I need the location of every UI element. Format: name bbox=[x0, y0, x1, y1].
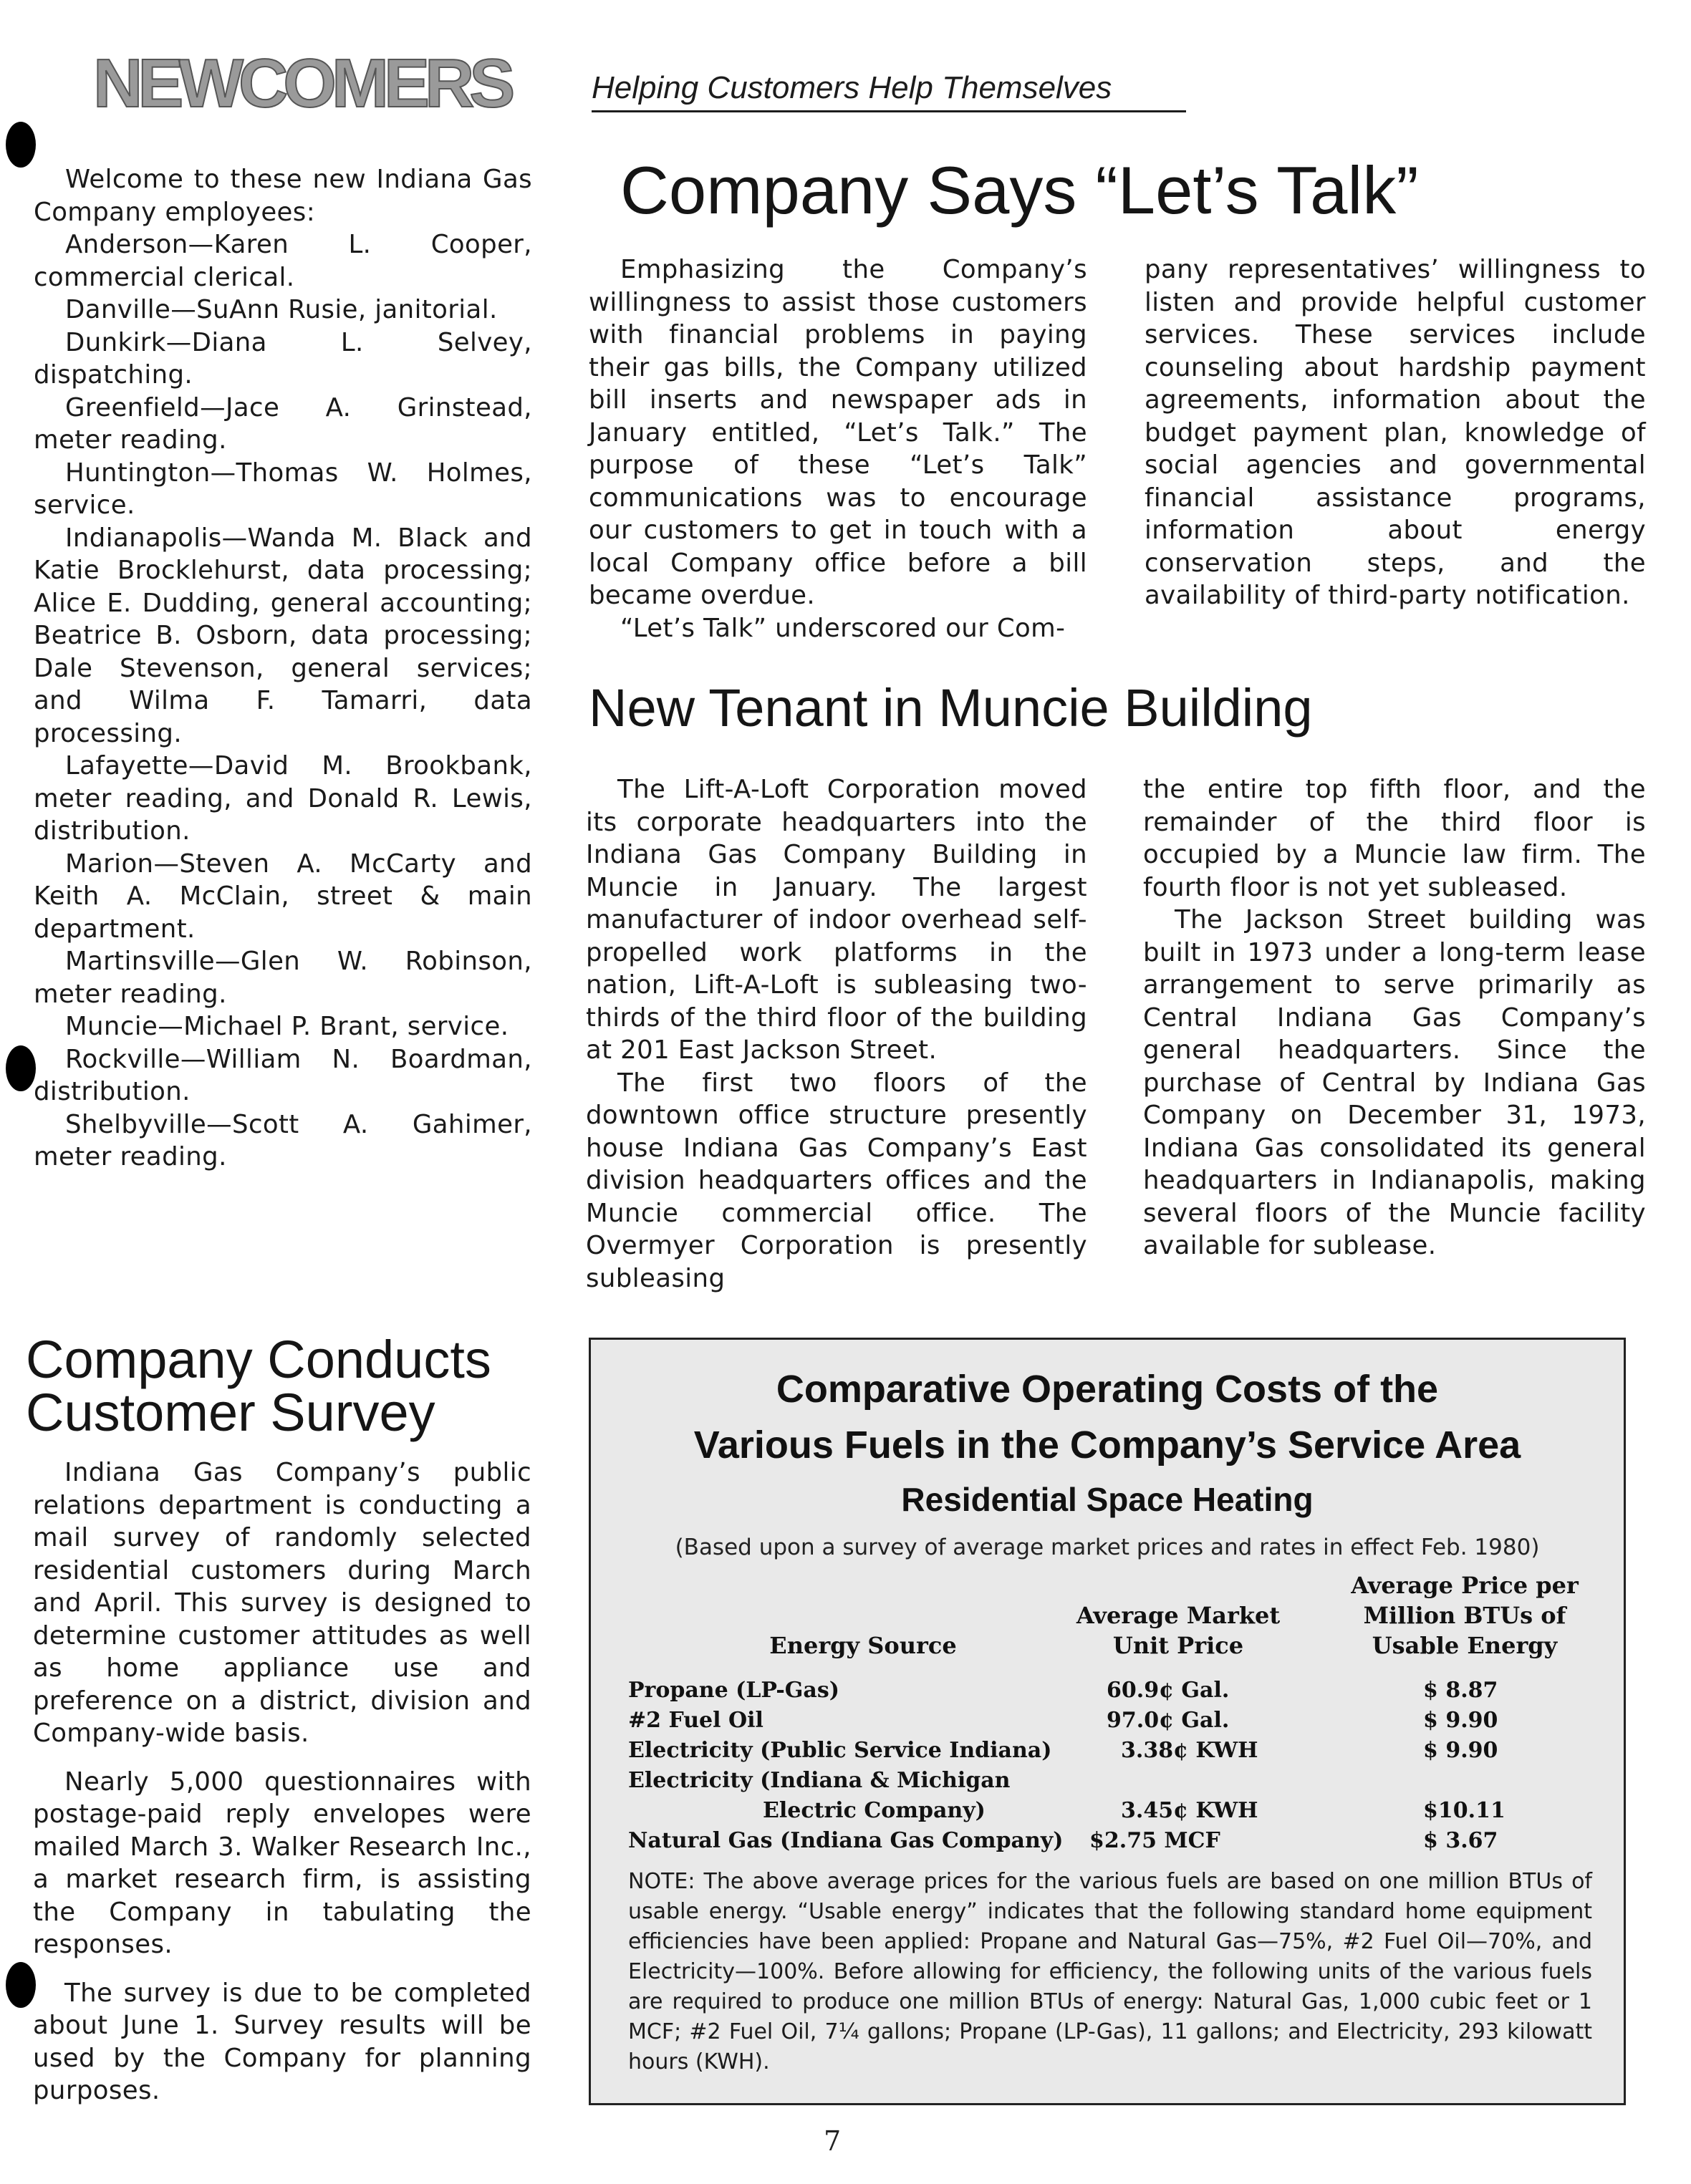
table-row bbox=[628, 1798, 1588, 1828]
list-item: Dunkirk—Diana L. Selvey, dispatching. bbox=[34, 327, 532, 390]
article-paragraph: The first two floors of the downtown office structure presently house Indiana Gas Company’s East division headquarters offices and the Muncie commercial office. The Overmyer Corporation is presently subleasing bbox=[586, 1068, 1087, 1293]
cell-unit-price: 97.0¢ Gal. bbox=[1107, 1708, 1230, 1733]
cell-unit-price: $2.75 MCF bbox=[1089, 1828, 1220, 1853]
cell-source: Electricity (Public Service Indiana) bbox=[628, 1738, 1052, 1763]
list-item: Anderson—Karen L. Cooper, commercial clerical. bbox=[34, 230, 532, 292]
cell-source: Electricity (Indiana & Michigan bbox=[628, 1768, 1011, 1793]
muncie-column-1 bbox=[586, 773, 1087, 1295]
newcomers-intro: Welcome to these new Indiana Gas Company employees: bbox=[34, 165, 532, 227]
article-paragraph: Indiana Gas Company’s public relations department is conducting a mail survey of randomly selected residential customers during March and April. This survey is designed to determine customer attitudes as well as home appliance use and preference on a district, division and Company-wide basis. bbox=[33, 1458, 531, 1748]
list-item: Rockville—William N. Boardman, distribution. bbox=[34, 1044, 532, 1106]
cell-price-per-mbtu: $ 9.90 bbox=[1423, 1708, 1498, 1733]
table-title-line-2: Various Fuels in the Company’s Service Area bbox=[693, 1424, 1521, 1467]
list-item: Greenfield—Jace A. Grinstead, meter reading. bbox=[34, 392, 532, 455]
binder-hole bbox=[6, 122, 36, 168]
cell-price-per-mbtu: $ 8.87 bbox=[1423, 1678, 1498, 1703]
article-paragraph: pany representatives’ willingness to listen and provide helpful customer services. These services include counseling about hardship payment agreements, information about the budget payment plan, knowledge of social agencies and governmental financial assistance programs, information about energy conservation steps, and the availability of third-party notification. bbox=[1145, 255, 1646, 610]
list-item: Huntington—Thomas W. Holmes, service. bbox=[34, 458, 532, 520]
newcomers-list bbox=[34, 163, 532, 1174]
cell-price-per-mbtu: $ 3.67 bbox=[1423, 1828, 1498, 1853]
article-paragraph: the entire top fifth floor, and the remainder of the third floor is occupied by a Muncie law firm. The fourth floor is not yet subleased. bbox=[1143, 775, 1646, 902]
list-item: Shelbyville—Scott A. Gahimer, meter reading. bbox=[34, 1109, 532, 1171]
cell-price-per-mbtu: $ 9.90 bbox=[1423, 1738, 1498, 1763]
section-title: NEWCOMERS bbox=[93, 45, 511, 122]
survey-headline-line-1: Company Conducts bbox=[26, 1330, 491, 1389]
table-title-line-1: Comparative Operating Costs of the bbox=[776, 1368, 1439, 1411]
cell-price-per-mbtu: $10.11 bbox=[1423, 1798, 1505, 1823]
table-basis-note: (Based upon a survey of average market prices and rates in effect Feb. 1980) bbox=[675, 1535, 1540, 1560]
list-item: Lafayette—David M. Brookbank, meter reading, and Donald R. Lewis, distribution. bbox=[34, 751, 532, 846]
cell-source: #2 Fuel Oil bbox=[628, 1708, 763, 1733]
cell-unit-price: 3.38¢ KWH bbox=[1121, 1738, 1258, 1763]
list-item: Martinsville—Glen W. Robinson, meter reading. bbox=[34, 947, 532, 1009]
list-item: Muncie—Michael P. Brant, service. bbox=[65, 1012, 509, 1041]
table-row bbox=[628, 1708, 1588, 1738]
cost-comparison-table bbox=[589, 1338, 1626, 2105]
list-item: Marion—Steven A. McCarty and Keith A. McClain, street & main department. bbox=[34, 849, 532, 944]
binder-hole bbox=[6, 1045, 36, 1091]
page-number: 7 bbox=[824, 2125, 842, 2157]
table-subtitle: Residential Space Heating bbox=[901, 1481, 1314, 1518]
table-row bbox=[628, 1738, 1588, 1768]
list-item: Danville—SuAnn Rusie, janitorial. bbox=[65, 295, 498, 324]
lets-talk-column-1 bbox=[589, 253, 1087, 644]
cell-unit-price: 60.9¢ Gal. bbox=[1107, 1678, 1230, 1703]
header-unit-price: Average Market Unit Price bbox=[1076, 1602, 1281, 1659]
cell-source: Electric Company) bbox=[763, 1798, 986, 1823]
header-price-per-mbtu: Average Price per Million BTUs of Usable Energy bbox=[1351, 1572, 1579, 1659]
binder-hole bbox=[6, 1962, 36, 2008]
survey-headline-line-2: Customer Survey bbox=[26, 1383, 435, 1442]
article-paragraph: The Lift-A-Loft Corporation moved its corporate headquarters into the Indiana Gas Company Building in Muncie in January. The largest manufacturer of indoor overhead self-propelled work platforms in the nation, Lift-A-Loft is subleasing two-thirds of the third floor of the building at 201 East Jackson Street. bbox=[586, 775, 1087, 1065]
table-row bbox=[628, 1768, 1588, 1798]
article-paragraph: Emphasizing the Company’s willingness to assist those customers with financial problems in paying their gas bills, the Company utilized bill inserts and newspaper ads in January entitled, “Let’s Talk.” The purpose of these “Let’s Talk” communications was to encourage our customers to get in touch with a local Company office before a bill became overdue. bbox=[589, 255, 1087, 610]
muncie-column-2 bbox=[1143, 773, 1646, 1262]
header-energy-source: Energy Source bbox=[769, 1632, 957, 1659]
cell-unit-price: 3.45¢ KWH bbox=[1121, 1798, 1258, 1823]
survey-headline bbox=[26, 1330, 491, 1442]
table-row bbox=[628, 1678, 1588, 1708]
article-paragraph: The survey is due to be completed about June 1. Survey results will be used by the Company for planning purposes. bbox=[33, 1978, 531, 2105]
survey-body bbox=[33, 1456, 531, 2107]
list-item: Indianapolis—Wanda M. Black and Katie Brocklehurst, data processing; Alice E. Dudding, general accounting; Beatrice B. Osborn, data processing; Dale Stevenson, general services; and Wilma F. Tamarri, data processing. bbox=[34, 523, 532, 748]
cell-source: Natural Gas (Indiana Gas Company) bbox=[628, 1828, 1064, 1853]
article-paragraph: “Let’s Talk” underscored our Com- bbox=[620, 613, 1066, 643]
table-footnote: NOTE: The above average prices for the various fuels are based on one million BTUs of usable energy. “Usable energy” indicates that the following standard home equipment efficiencies have been applied: Propane and Natural Gas—75%, #2 Fuel Oil—70%, and Electricity—100%. Before allowing for efficiency, the following units of the various fuels are required to produce one million BTUs of energy: Natural Gas, 1,000 cubic feet or 1 MCF; #2 Fuel Oil, 7¼ gallons; Propane (LP-Gas), 11 gallons; and Electricity, 293 kilowatt hours (KWH). bbox=[628, 1869, 1592, 2074]
article-paragraph: Nearly 5,000 questionnaires with postage-paid reply envelopes were mailed March 3. Walker Research Inc., a market research firm, is assisting the Company in tabulating the responses. bbox=[33, 1767, 531, 1959]
kicker: Helping Customers Help Themselves bbox=[592, 70, 1186, 112]
main-headline: Company Says “Let’s Talk” bbox=[620, 153, 1419, 228]
lets-talk-column-2 bbox=[1145, 253, 1646, 612]
muncie-headline: New Tenant in Muncie Building bbox=[589, 678, 1313, 738]
table-row bbox=[628, 1828, 1588, 1858]
article-paragraph: The Jackson Street building was built in 1973 under a long-term lease arrangement to serve primarily as Central Indiana Gas Company’s general headquarters. Since the purchase of Central by Indiana Gas Company on December 31, 1973, Indiana Gas consolidated its general headquarters in Indianapolis, making several floors of the Muncie facility available for sublease. bbox=[1143, 905, 1646, 1260]
cell-source: Propane (LP-Gas) bbox=[628, 1678, 839, 1703]
